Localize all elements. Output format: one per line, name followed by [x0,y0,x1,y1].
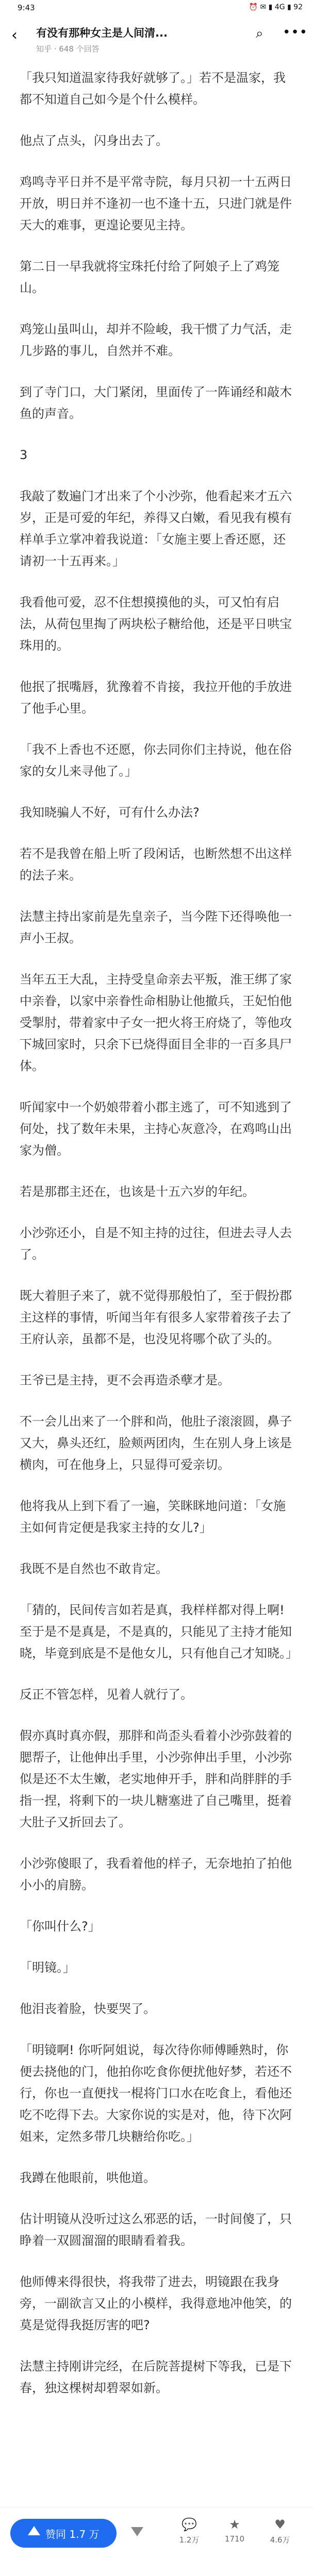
article-paragraph: 「我只知道温家待我好就够了。」若不是温家，我都不知道自己如今是个什么模样。 [20,71,286,107]
article-paragraph: 他师傅来得很快，将我带了进去，明镜跟在我身旁，一副欲言又止的小模样，我得意地冲他笑，的莫是觉得我挺厉害的吧? [20,2275,292,2332]
article-paragraph: 「明镜。」 [20,1960,75,1975]
upvote-label: 赞同 1.7 万 [45,2528,100,2540]
search-icon[interactable]: ⌕ [256,26,263,41]
article-paragraph: 他抿了抿嘴唇，犹豫着不肯接，我拉开他的手放进了他手心里。 [20,680,292,716]
upvote-button[interactable] [10,2519,117,2548]
article-paragraph: 既大着胆子来了，就不觉得那般怕了，至于假扮郡主这样的事情，听闻当年有很多人家带着孩子去了王府认亲，虽都不是，也没见将哪个砍了头的。 [20,1289,292,1346]
comment-icon: 💬 [182,2517,197,2532]
article-paragraph: 法慧主持出家前是先皇亲子，当今陛下还得唤他一声小王叔。 [20,909,292,945]
article-paragraph: 我蹲在他眼前，哄他道。 [20,2171,156,2185]
article-paragraph: 鸡鸣寺平日并不是平常寺院，每月只初一十五两日开放，明日并不逢初一也不逢十五，只进门就是件天大的难事，更遑论要见主持。 [20,175,292,232]
article-paragraph: 假亦真时真亦假，那胖和尚歪头看着小沙弥鼓着的腮帮子，让他伸出手里，小沙弥伸出手里，小沙弥似是还不太生嫩，老实地伸开手，胖和尚胖胖的手指一捏，将剩下的一块儿糖塞进了自己嘴里，挺着大肚子又折回去了。 [20,1728,292,1829]
article-paragraph: 我知晓骗人不好，可有什么办法? [20,805,200,820]
favorite-count: 1710 [224,2534,245,2544]
article-paragraph: 法慧主持刚讲完经，在后院菩提树下等我，已是下春，独这棵树却碧翠如新。 [20,2359,292,2395]
more-icon[interactable]: ••• [283,25,308,40]
article-paragraph: 「猜的，民间传言如若是真，我样样都对得上啊! 至于是不是真是，不是真的，只能见了主持才能知晓，毕竟到底是不是他女儿，只有他自己才知晓。」 [20,1603,298,1660]
article-paragraph: 若是那郡主还在，也该是十五六岁的年纪。 [20,1184,255,1199]
comment-button[interactable] [171,2517,207,2545]
article-paragraph: 他泪丧着脸，快要哭了。 [20,2002,156,2016]
status-time: 9:43 [18,3,35,12]
article-paragraph: 估计明镜从没听过这么邪恶的话，一时间傻了，只睁着一双圆溜溜的眼睛看着我。 [20,2212,292,2248]
article-paragraph: 当年五王大乱，主持受皇命亲去平叛，淮王绑了家中亲眷，以家中亲眷性命相胁让他撤兵，王妃怕他受掣肘，带着家中子女一把火将王府烧了，等他攻下城回家时，只余下已烧得面目全非的一百多具尸体。 [20,972,292,1073]
like-heart-button[interactable] [262,2517,298,2545]
favorite-button[interactable] [217,2517,253,2544]
article-paragraph: 不一会儿出来了一个胖和尚，他肚子滚滚圆，鼻子又大，鼻头还红，脸颊两团肉，生在别人身上该是横肉，可在他身上，只显得可爱亲切。 [20,1414,292,1472]
article-paragraph: 他点了点头，闪身出去了。 [20,133,168,148]
back-icon[interactable]: ‹ [11,26,18,44]
article-paragraph: 王爷已是主持，更不会再造杀孽才是。 [20,1373,230,1387]
article-paragraph: 反正不管怎样，见着人就行了。 [20,1687,193,1702]
title-bar [0,15,313,61]
heart-count: 4.6万 [270,2535,290,2545]
downvote-button[interactable] [128,2522,146,2540]
article-paragraph: 我敲了数遍门才出来了个小沙弥，他看起来才五六岁，正是可爱的年纪，养得又白嫩，看见我有模有样单手立掌冲着我说道：「女施主要上香还愿，还请初一十五再来。」 [20,489,292,568]
heart-icon: ♥ [274,2517,286,2532]
article-paragraph: 3 [20,448,28,462]
star-icon: ★ [229,2517,240,2532]
comment-count: 1.2万 [179,2535,200,2545]
status-indicators: ⏰ ✉ ▮ 4G ▮ 92 [249,3,303,11]
article-paragraph: 「你叫什么?」 [20,1919,101,1934]
downvote-arrow-icon [131,2527,143,2536]
article-paragraph: 我看他可爱，忍不住想摸摸他的头，可又怕有启法，从荷包里掏了两块松子糖给他，还是平日哄宝珠用的。 [20,595,292,653]
article-paragraph: 鸡笼山虽叫山，却并不险峻，我干惯了力气活，走几步路的事儿，自然并不难。 [20,322,292,358]
article-paragraph: 第二日一早我就将宝珠托付给了阿娘子上了鸡笼山。 [20,259,279,295]
article-paragraph: 「明镜啊! 你听阿姐说，每次待你师傅睡熟时，你便去挠他的门，他拍你吃食你便扰他好梦，若还不行，你也一直便找一棍将门口水在吃食上，看他还吃不吃得下去。大家你说的实是对，他，待下次阿姐来，定然多带几块糖给你吃。」 [20,2043,292,2144]
page-title[interactable]: 有没有那种女主是人间清... [36,27,168,39]
article-paragraph: 小沙弥傻眼了，我看着他的样子，无奈地拍了拍他小小的肩膀。 [20,1856,292,1892]
article-paragraph: 到了寺门口，大门紧闭，里面传了一阵诵经和敲木鱼的声音。 [20,385,292,421]
status-bar [0,0,313,15]
bottom-action-bar [0,2507,313,2576]
answer-content [20,67,298,2418]
article-paragraph: 他将我从上到下看了一遍，笑眯眯地问道：「女施主如何肯定便是我家主持的女儿?」 [20,1499,286,1535]
article-paragraph: 听闻家中一个奶娘带着小郡主逃了，可不知逃到了何处，找了数年未果，主持心灰意冷，在鸡鸣山出家为僧。 [20,1100,292,1158]
answer-count: 知乎 · 648 个回答 [36,44,100,54]
article-paragraph: 小沙弥还小，自是不知主持的过往，但进去寻人去了。 [20,1226,292,1262]
article-paragraph: 「我不上香也不还愿，你去同你们主持说，他在俗家的女儿来寻他了。」 [20,742,292,778]
upvote-arrow-icon [28,2526,40,2535]
article-paragraph: 我既不是自然也不敢肯定。 [20,1562,168,1576]
article-paragraph: 若不是我曾在船上听了段闲话，也断然想不出这样的法子来。 [20,846,292,883]
